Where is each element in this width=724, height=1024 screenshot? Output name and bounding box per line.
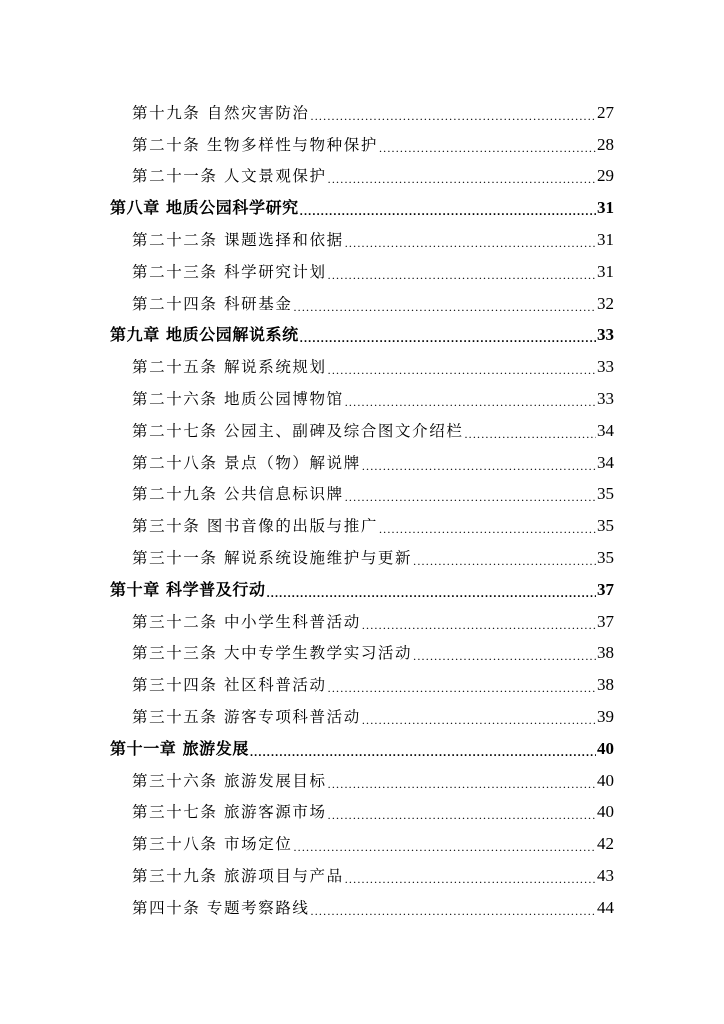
toc-entry[interactable] (110, 474, 614, 506)
toc-chapter-page: 37 (597, 579, 614, 599)
dot-leader (293, 293, 596, 315)
dot-leader (267, 579, 596, 601)
toc-entry-label: 第三十三条 大中专学生教学实习活动 (132, 644, 413, 663)
toc-entry-page: 42 (597, 834, 614, 854)
toc-entry[interactable] (110, 410, 614, 442)
toc-entry-page: 40 (597, 770, 614, 790)
toc-entry[interactable] (110, 633, 614, 665)
toc-entry-label: 第三十条 图书音像的出版与推广 (132, 517, 378, 536)
dot-leader (379, 134, 596, 156)
dot-leader (250, 738, 596, 760)
toc-entry-label: 第四十条 专题考察路线 (132, 898, 310, 917)
toc-entry-page: 39 (597, 706, 614, 726)
toc-entry-label: 第三十一条 解说系统设施维护与更新 (132, 548, 413, 567)
dot-leader (293, 833, 596, 855)
toc-entry-page: 35 (597, 516, 614, 536)
toc-entry-page: 27 (597, 102, 614, 122)
toc-entry-label: 第三十七条 旅游客源市场 (132, 803, 327, 822)
toc-entry-label: 第二十四条 科研基金 (132, 294, 293, 313)
toc-entry-label: 第三十六条 旅游发展目标 (132, 771, 327, 790)
dot-leader (345, 483, 596, 505)
dot-leader (464, 420, 596, 442)
dot-leader (328, 356, 596, 378)
toc-entry-label: 第三十五条 游客专项科普活动 (132, 707, 361, 726)
toc-entry-page: 29 (597, 166, 614, 186)
toc-entry-page: 37 (597, 611, 614, 631)
dot-leader (300, 197, 596, 219)
toc-chapter-entry[interactable] (110, 569, 614, 601)
toc-entry[interactable] (110, 601, 614, 633)
toc-entry-page: 35 (597, 484, 614, 504)
toc-entry[interactable] (110, 855, 614, 887)
toc-entry[interactable] (110, 92, 614, 124)
toc-entry-page: 38 (597, 675, 614, 695)
toc-entry-page: 34 (597, 452, 614, 472)
toc-chapter-label: 第十章 科学普及行动 (110, 579, 266, 599)
toc-entry-page: 40 (597, 802, 614, 822)
dot-leader (413, 547, 596, 569)
toc-entry-label: 第二十八条 景点（物）解说牌 (132, 453, 361, 472)
toc-entry[interactable] (110, 442, 614, 474)
dot-leader (328, 801, 596, 823)
toc-entry-label: 第二十一条 人文景观保护 (132, 167, 327, 186)
toc-chapter-entry[interactable] (110, 315, 614, 347)
dot-leader (362, 611, 596, 633)
toc-entry-page: 38 (597, 643, 614, 663)
toc-entry-label: 第三十八条 市场定位 (132, 835, 293, 854)
toc-entry-label: 第二十六条 地质公园博物馆 (132, 389, 344, 408)
dot-leader (311, 897, 596, 919)
toc-entry-label: 第二十三条 科学研究计划 (132, 262, 327, 281)
toc-entry-page: 32 (597, 293, 614, 313)
toc-entry[interactable] (110, 887, 614, 919)
dot-leader (362, 706, 596, 728)
dot-leader (413, 642, 596, 664)
toc-entry[interactable] (110, 664, 614, 696)
toc-entry-label: 第二十条 生物多样性与物种保护 (132, 135, 378, 154)
toc-entry[interactable] (110, 760, 614, 792)
toc-entry-label: 第二十七条 公园主、副碑及综合图文介绍栏 (132, 421, 464, 440)
toc-entry-page: 28 (597, 134, 614, 154)
toc-entry[interactable] (110, 537, 614, 569)
toc-entry[interactable] (110, 124, 614, 156)
toc-chapter-label: 第九章 地质公园解说系统 (110, 325, 299, 345)
toc-entry[interactable] (110, 156, 614, 188)
dot-leader (345, 865, 596, 887)
toc-entry[interactable] (110, 251, 614, 283)
dot-leader (328, 261, 596, 283)
toc-entry[interactable] (110, 346, 614, 378)
toc-entry[interactable] (110, 823, 614, 855)
toc-entry[interactable] (110, 219, 614, 251)
toc-entry[interactable] (110, 283, 614, 315)
toc-chapter-page: 40 (597, 738, 614, 758)
dot-leader (328, 165, 596, 187)
toc-entry-page: 33 (597, 357, 614, 377)
toc-entry-label: 第十九条 自然灾害防治 (132, 103, 310, 122)
toc-entry[interactable] (110, 792, 614, 824)
toc-chapter-label: 第十一章 旅游发展 (110, 738, 249, 758)
toc-chapter-entry[interactable] (110, 187, 614, 219)
toc-entry-page: 31 (597, 229, 614, 249)
toc-entry[interactable] (110, 696, 614, 728)
toc-entry-page: 33 (597, 388, 614, 408)
toc-chapter-entry[interactable] (110, 728, 614, 760)
table-of-contents (110, 92, 614, 919)
toc-entry-label: 第二十九条 公共信息标识牌 (132, 485, 344, 504)
dot-leader (379, 515, 596, 537)
toc-entry[interactable] (110, 378, 614, 410)
toc-entry[interactable] (110, 505, 614, 537)
dot-leader (362, 452, 596, 474)
toc-entry-label: 第三十四条 社区科普活动 (132, 676, 327, 695)
toc-entry-page: 35 (597, 547, 614, 567)
toc-entry-label: 第二十二条 课题选择和依据 (132, 230, 344, 249)
toc-entry-page: 44 (597, 897, 614, 917)
dot-leader (328, 770, 596, 792)
toc-entry-page: 34 (597, 420, 614, 440)
toc-entry-page: 31 (597, 261, 614, 281)
dot-leader (311, 102, 596, 124)
dot-leader (300, 324, 596, 346)
toc-chapter-page: 33 (597, 325, 614, 345)
toc-entry-label: 第二十五条 解说系统规划 (132, 358, 327, 377)
dot-leader (345, 229, 596, 251)
toc-chapter-page: 31 (597, 198, 614, 218)
toc-entry-page: 43 (597, 865, 614, 885)
dot-leader (328, 674, 596, 696)
dot-leader (345, 388, 596, 410)
toc-entry-label: 第三十二条 中小学生科普活动 (132, 612, 361, 631)
toc-entry-label: 第三十九条 旅游项目与产品 (132, 866, 344, 885)
toc-chapter-label: 第八章 地质公园科学研究 (110, 198, 299, 218)
